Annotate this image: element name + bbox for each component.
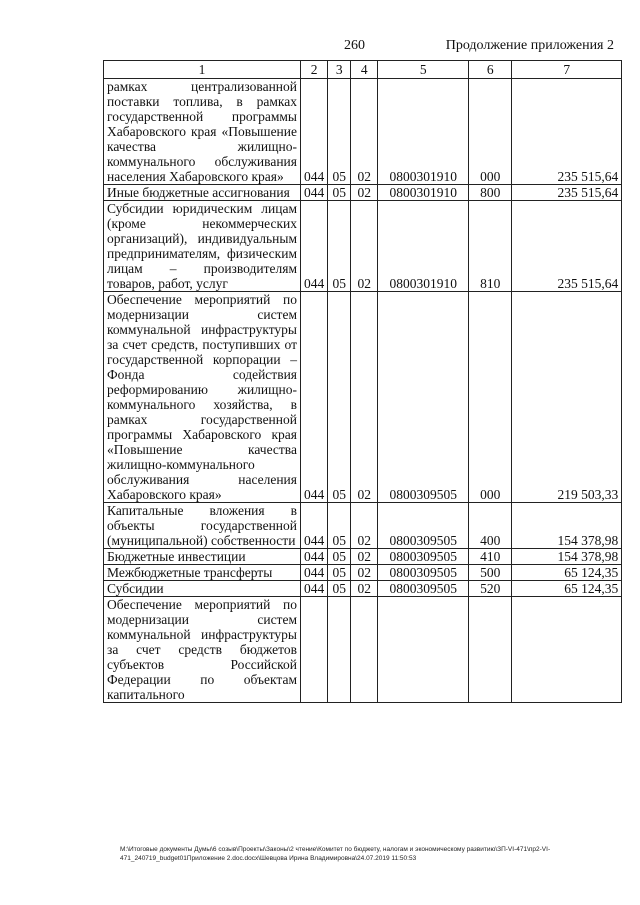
column-header-row — [104, 61, 622, 79]
cell-amount — [512, 597, 622, 703]
column-header: 6 — [469, 61, 512, 79]
cell-admin: 044 — [301, 185, 328, 201]
row-name: Субсидии — [104, 581, 301, 597]
table-row — [104, 292, 622, 503]
row-name: Обеспечение мероприятий по модернизации систем коммунальной инфраструктуры за счет средств бюджетов субъектов Российской Федерации по объектам капитального — [104, 597, 301, 703]
cell-admin: 044 — [301, 549, 328, 565]
table-row — [104, 79, 622, 185]
cell-expense-type: 810 — [469, 201, 512, 292]
cell-admin: 044 — [301, 503, 328, 549]
page-number: 260 — [344, 38, 365, 53]
cell-target: 0800309505 — [378, 503, 469, 549]
cell-subsection — [351, 597, 378, 703]
cell-admin: 044 — [301, 79, 328, 185]
cell-subsection: 02 — [351, 503, 378, 549]
cell-target: 0800309505 — [378, 565, 469, 581]
cell-expense-type: 000 — [469, 292, 512, 503]
cell-subsection: 02 — [351, 549, 378, 565]
cell-section: 05 — [328, 581, 351, 597]
row-name: рамках централизованной поставки топлива, в рамках государственной программы Хабаровского края «Повышение качества жилищно-коммунального обслуживания населения Хабаровского края» — [104, 79, 301, 185]
cell-amount: 65 124,35 — [512, 581, 622, 597]
continuation-label: Продолжение приложения 2 — [445, 38, 614, 53]
cell-expense-type: 800 — [469, 185, 512, 201]
cell-target: 0800309505 — [378, 292, 469, 503]
cell-expense-type: 410 — [469, 549, 512, 565]
cell-amount: 235 515,64 — [512, 201, 622, 292]
table-row — [104, 565, 622, 581]
cell-admin: 044 — [301, 581, 328, 597]
cell-section: 05 — [328, 292, 351, 503]
cell-amount: 235 515,64 — [512, 79, 622, 185]
cell-subsection: 02 — [351, 565, 378, 581]
table-row — [104, 581, 622, 597]
cell-amount: 154 378,98 — [512, 503, 622, 549]
row-name: Субсидии юридическим лицам (кроме некоммерческих организаций), индивидуальным предпринимателям, физическим лицам – производителям товаров, работ, услуг — [104, 201, 301, 292]
cell-section: 05 — [328, 201, 351, 292]
cell-admin — [301, 597, 328, 703]
column-header: 5 — [378, 61, 469, 79]
row-name: Иные бюджетные ассигнования — [104, 185, 301, 201]
cell-admin: 044 — [301, 565, 328, 581]
cell-expense-type: 520 — [469, 581, 512, 597]
cell-target: 0800309505 — [378, 549, 469, 565]
cell-section: 05 — [328, 565, 351, 581]
cell-expense-type: 400 — [469, 503, 512, 549]
cell-target: 0800301910 — [378, 79, 469, 185]
cell-subsection: 02 — [351, 185, 378, 201]
cell-section: 05 — [328, 185, 351, 201]
cell-amount: 219 503,33 — [512, 292, 622, 503]
cell-amount: 154 378,98 — [512, 549, 622, 565]
column-header: 4 — [351, 61, 378, 79]
cell-amount: 235 515,64 — [512, 185, 622, 201]
cell-subsection: 02 — [351, 581, 378, 597]
cell-section — [328, 597, 351, 703]
cell-target: 0800301910 — [378, 185, 469, 201]
table-row — [104, 185, 622, 201]
column-header: 1 — [104, 61, 301, 79]
cell-expense-type: 500 — [469, 565, 512, 581]
cell-target: 0800301910 — [378, 201, 469, 292]
table-row — [104, 503, 622, 549]
cell-target — [378, 597, 469, 703]
table-row — [104, 201, 622, 292]
row-name: Межбюджетные трансферты — [104, 565, 301, 581]
cell-subsection: 02 — [351, 201, 378, 292]
cell-admin: 044 — [301, 292, 328, 503]
cell-target: 0800309505 — [378, 581, 469, 597]
cell-expense-type — [469, 597, 512, 703]
cell-subsection: 02 — [351, 79, 378, 185]
budget-table — [103, 60, 622, 703]
row-name: Капитальные вложения в объекты государственной (муниципальной) собственности — [104, 503, 301, 549]
column-header: 7 — [512, 61, 622, 79]
cell-subsection: 02 — [351, 292, 378, 503]
row-name: Бюджетные инвестиции — [104, 549, 301, 565]
table-row — [104, 549, 622, 565]
cell-expense-type: 000 — [469, 79, 512, 185]
cell-section: 05 — [328, 503, 351, 549]
cell-admin: 044 — [301, 201, 328, 292]
column-header: 3 — [328, 61, 351, 79]
cell-amount: 65 124,35 — [512, 565, 622, 581]
column-header: 2 — [301, 61, 328, 79]
cell-section: 05 — [328, 549, 351, 565]
document-path-footer: M:\Итоговые документы Думы\6 созыв\Проекты\Законы\2 чтение\Комитет по бюджету, налогам и экономическому развитию\ЗП-VI-471\пр2-VI-471_240719_budget01Приложение 2.doc.docx\Шевцова Ирина Владимировна\24.07.2019 11:50:53 — [120, 846, 551, 862]
cell-section: 05 — [328, 79, 351, 185]
row-name: Обеспечение мероприятий по модернизации систем коммунальной инфраструктуры за счет средств, поступивших от государственной корпорации – Фонда содействия реформированию жилищно-коммунального хозяйства, в рамках государственной программы Хабаровского края «Повышение качества жилищно-коммунального обслуживания населения Хабаровского края» — [104, 292, 301, 503]
table-row — [104, 597, 622, 703]
